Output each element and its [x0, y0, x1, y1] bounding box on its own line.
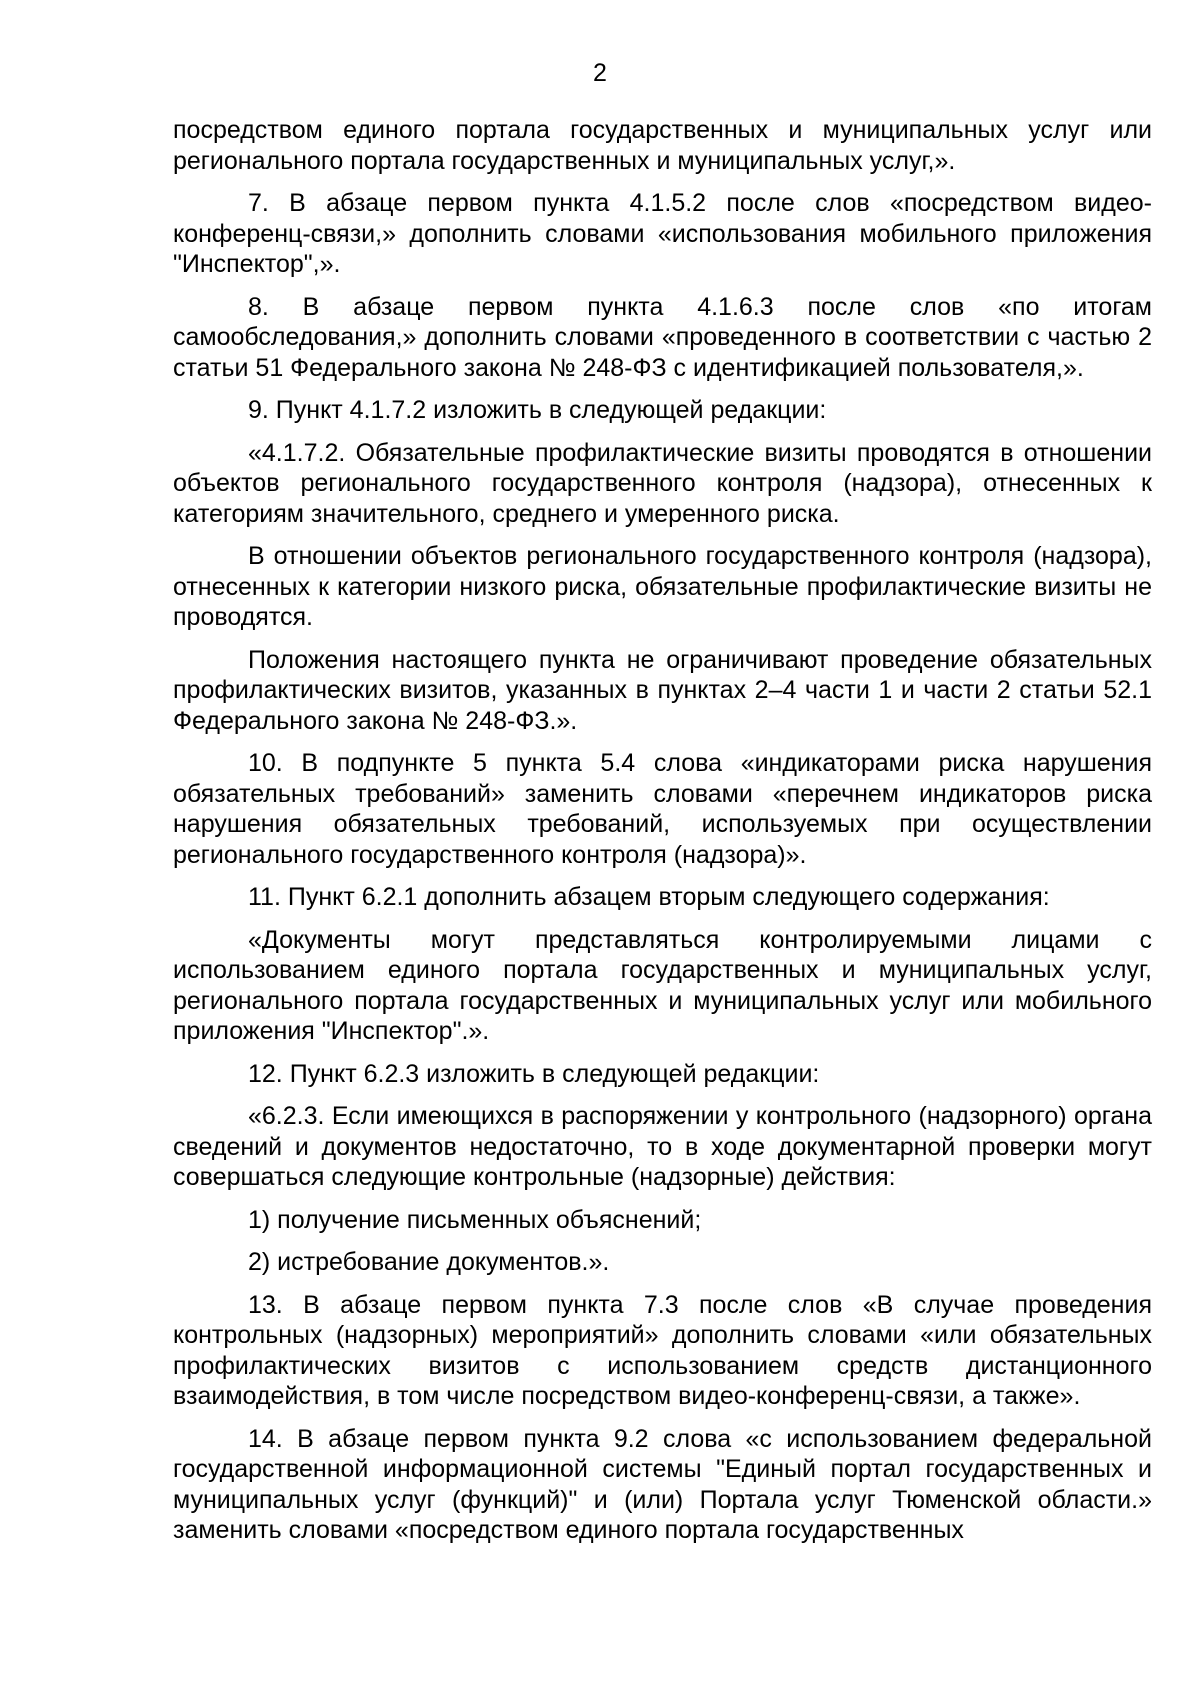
paragraph-item-14: 14. В абзаце первом пункта 9.2 слова «с использованием федеральной государственной информационной системы "Единый портал государственных и муниципальных услуг (функций)" и (или) Портала услуг Тюменской области.» заменить словами «посредством единого портала государственных	[173, 1424, 1152, 1544]
paragraph-documents: «Документы могут представляться контролируемыми лицами с использованием единого портала государственных и муниципальных услуг, регионального портала государственных и муниципальных услуг или мобильного приложения "Инспектор".».	[173, 925, 1152, 1045]
paragraph-item-9: 9. Пункт 4.1.7.2 изложить в следующей редакции:	[248, 396, 827, 424]
list-item-documents: 2) истребование документов.».	[248, 1248, 610, 1276]
paragraph-item-13: 13. В абзаце первом пункта 7.3 после слов «В случае проведения контрольных (надзорных) мероприятий» дополнить словами «или обязательных профилактических визитов с использованием средств дистанционного взаимодействия, в том числе посредством видео-конференц-связи, а также».	[173, 1290, 1152, 1410]
paragraph-continuation: посредством единого портала государственных и муниципальных услуг или регионального портала государственных и муниципальных услуг,».	[173, 116, 1152, 175]
paragraph-item-11: 11. Пункт 6.2.1 дополнить абзацем вторым следующего содержания:	[248, 883, 1050, 911]
document-body	[173, 115, 1152, 1558]
paragraph-4-1-7-2: «4.1.7.2. Обязательные профилактические визиты проводятся в отношении объектов регионального государственного контроля (надзора), отнесенных к категориям значительного, среднего и умеренного риска.	[173, 438, 1152, 528]
paragraph-item-7: 7. В абзаце первом пункта 4.1.5.2 после слов «посредством видео-конференц-связи,» дополнить словами «использования мобильного приложения "Инспектор",».	[173, 189, 1152, 278]
paragraph-item-12: 12. Пункт 6.2.3 изложить в следующей редакции:	[248, 1059, 820, 1088]
list-item-explanations: 1) получение письменных объяснений;	[248, 1205, 702, 1234]
paragraph-6-2-3: «6.2.3. Если имеющихся в распоряжении у контрольного (надзорного) органа сведений и документов недостаточно, то в ходе документарной проверки могут совершаться следующие контрольные (надзорные) действия:	[173, 1102, 1152, 1191]
paragraph-low-risk: В отношении объектов регионального государственного контроля (надзора), отнесенных к категории низкого риска, обязательные профилактические визиты не проводятся.	[173, 542, 1152, 631]
paragraph-item-10: 10. В подпункте 5 пункта 5.4 слова «индикаторами риска нарушения обязательных требований» заменить словами «перечнем индикаторов риска нарушения обязательных требований, используемых при осуществлении регионального государственного контроля (надзора)».	[173, 749, 1152, 869]
paragraph-provisions: Положения настоящего пункта не ограничивают проведение обязательных профилактических визитов, указанных в пунктах 2–4 части 1 и части 2 статьи 52.1 Федерального закона № 248-ФЗ.».	[173, 645, 1152, 735]
paragraph-item-8: 8. В абзаце первом пункта 4.1.6.3 после слов «по итогам самообследования,» дополнить словами «проведенного в соответствии с частью 2 статьи 51 Федерального закона № 248-ФЗ с идентификацией пользователя,».	[173, 292, 1152, 382]
page-number: 2	[593, 59, 607, 87]
